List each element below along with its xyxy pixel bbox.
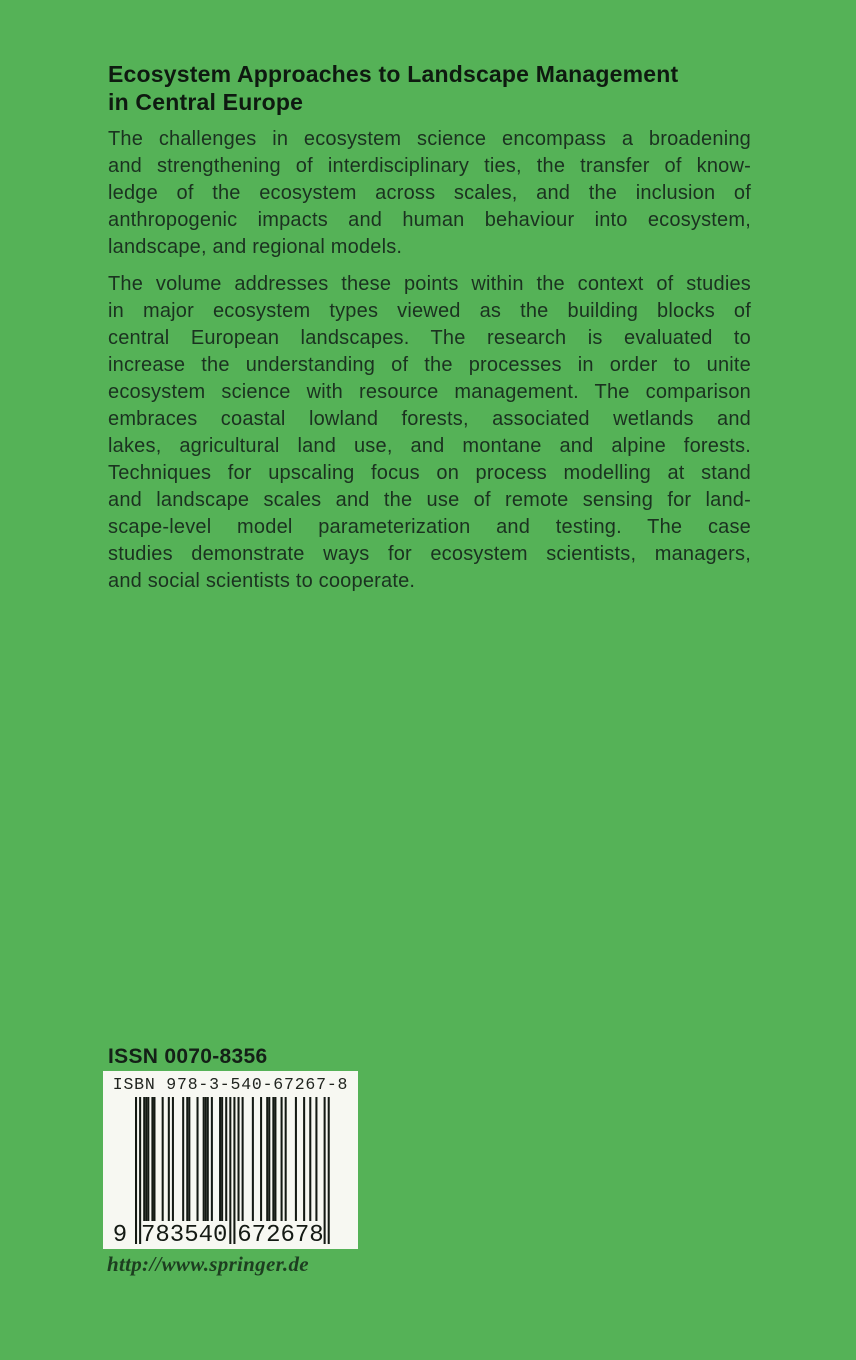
- text-line: The volume addresses these points within the context of studies: [108, 273, 751, 295]
- text-line: The challenges in ecosystem science encompass a broadening: [108, 128, 751, 150]
- text-line: Techniques for upscaling focus on process modelling at stand: [108, 462, 751, 484]
- blurb-paragraph-2: [108, 271, 751, 595]
- text-line: in Central Europe: [108, 89, 304, 115]
- text-line: scape-level model parameterization and testing. The case: [108, 516, 751, 538]
- isbn-barcode-panel: [103, 1071, 358, 1249]
- book-title: [108, 60, 768, 116]
- text-line: ledge of the ecosystem across scales, and the inclusion of: [108, 182, 751, 204]
- text-line: landscape, and regional models.: [108, 236, 403, 258]
- svg-text:672678: 672678: [237, 1222, 324, 1247]
- svg-text:9: 9: [113, 1222, 128, 1247]
- text-line: in major ecosystem types viewed as the building blocks of: [108, 300, 751, 322]
- text-line: increase the understanding of the processes in order to unite: [108, 354, 751, 376]
- isbn-label: ISBN 978-3-540-67267-8: [112, 1075, 349, 1094]
- svg-text:783540: 783540: [140, 1222, 228, 1247]
- publisher-url: http://www.springer.de: [107, 1252, 309, 1276]
- text-line: ecosystem science with resource management. The comparison: [108, 381, 751, 403]
- blurb-paragraph-1: [108, 126, 751, 261]
- text-line: anthropogenic impacts and human behaviour into ecosystem,: [108, 209, 751, 231]
- text-line: central European landscapes. The research is evaluated to: [108, 327, 751, 349]
- text-line: Ecosystem Approaches to Landscape Management: [108, 61, 679, 87]
- text-line: embraces coastal lowland forests, associated wetlands and: [108, 408, 751, 430]
- ean13-barcode: [113, 1097, 343, 1247]
- text-line: studies demonstrate ways for ecosystem scientists, managers,: [108, 543, 751, 565]
- text-line: and strengthening of interdisciplinary ties, the transfer of know-: [108, 155, 751, 177]
- text-line: and landscape scales and the use of remote sensing for land-: [108, 489, 751, 511]
- issn-label: ISSN 0070-8356: [108, 1045, 268, 1068]
- text-line: lakes, agricultural land use, and montane and alpine forests.: [108, 435, 751, 457]
- text-line: and social scientists to cooperate.: [108, 570, 416, 592]
